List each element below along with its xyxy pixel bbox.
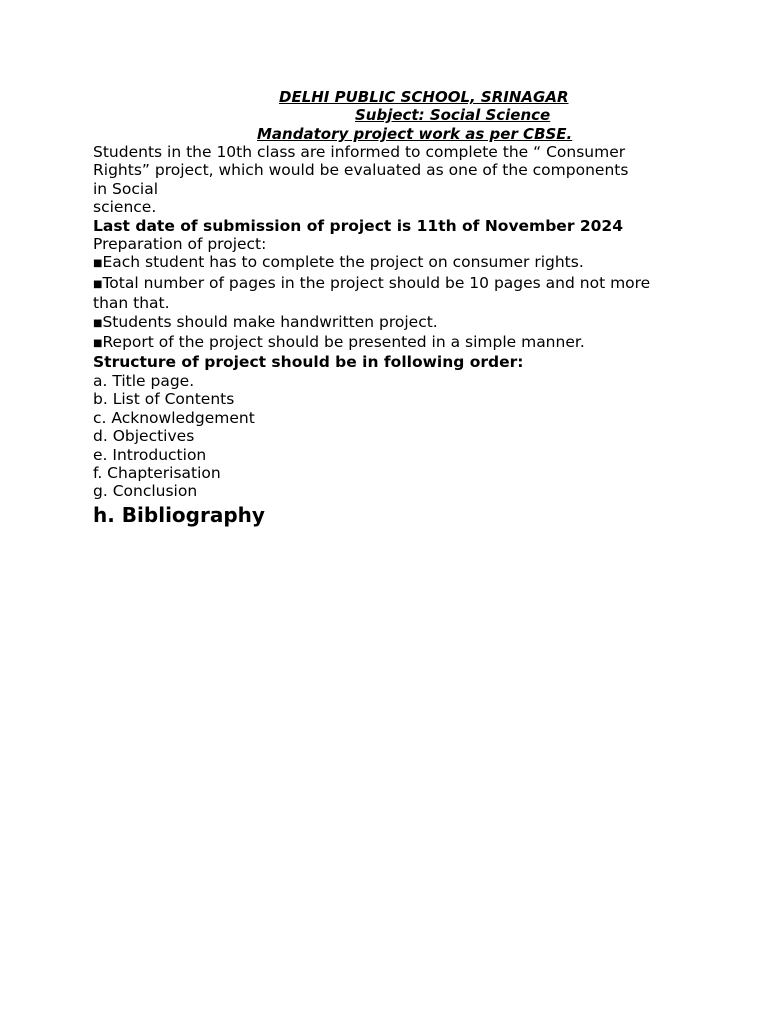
intro-line: science.	[93, 198, 157, 217]
notice-title: Mandatory project work as per CBSE.	[257, 125, 573, 143]
bullet-square-icon: ■	[93, 338, 103, 350]
structure-item: e. Introduction	[93, 445, 207, 464]
structure-item: f. Chapterisation	[93, 463, 221, 482]
preparation-heading: Preparation of project:	[93, 235, 267, 254]
structure-item-bibliography: h. Bibliography	[93, 502, 265, 527]
submission-deadline: Last date of submission of project is 11th of November 2024	[93, 216, 623, 235]
bullet-item	[93, 333, 683, 353]
bullet-square-icon: ■	[93, 258, 103, 270]
structure-item: a. Title page.	[93, 371, 195, 390]
bullet-text: Report of the project should be presented in a simple manner.	[102, 333, 585, 352]
bullet-square-icon: ■	[93, 317, 103, 329]
school-name-heading: DELHI PUBLIC SCHOOL, SRINAGAR	[279, 88, 569, 106]
bullet-text: Each student has to complete the project on consumer rights.	[102, 253, 584, 272]
bullet-item	[93, 274, 683, 313]
notice-body	[93, 143, 683, 528]
bullet-text: Students should make handwritten project.	[102, 312, 438, 331]
bullet-square-icon: ■	[93, 278, 103, 290]
structure-heading: Structure of project should be in following order:	[93, 353, 524, 372]
intro-line: Rights” project, which would be evaluated as one of the components	[93, 161, 629, 180]
structure-item: g. Conclusion	[93, 482, 198, 501]
structure-item: b. List of Contents	[93, 390, 235, 409]
subject-heading: Subject: Social Science	[355, 106, 551, 124]
intro-line: Students in the 10th class are informed to complete the “ Consumer	[93, 143, 626, 161]
intro-line: in Social	[93, 179, 159, 198]
bullet-item	[93, 313, 683, 333]
structure-item: c. Acknowledgement	[93, 408, 255, 427]
structure-item: d. Objectives	[93, 427, 195, 446]
bullet-item	[93, 253, 683, 273]
bullet-text: Total number of pages in the project should be 10 pages and not more than that.	[93, 273, 651, 313]
